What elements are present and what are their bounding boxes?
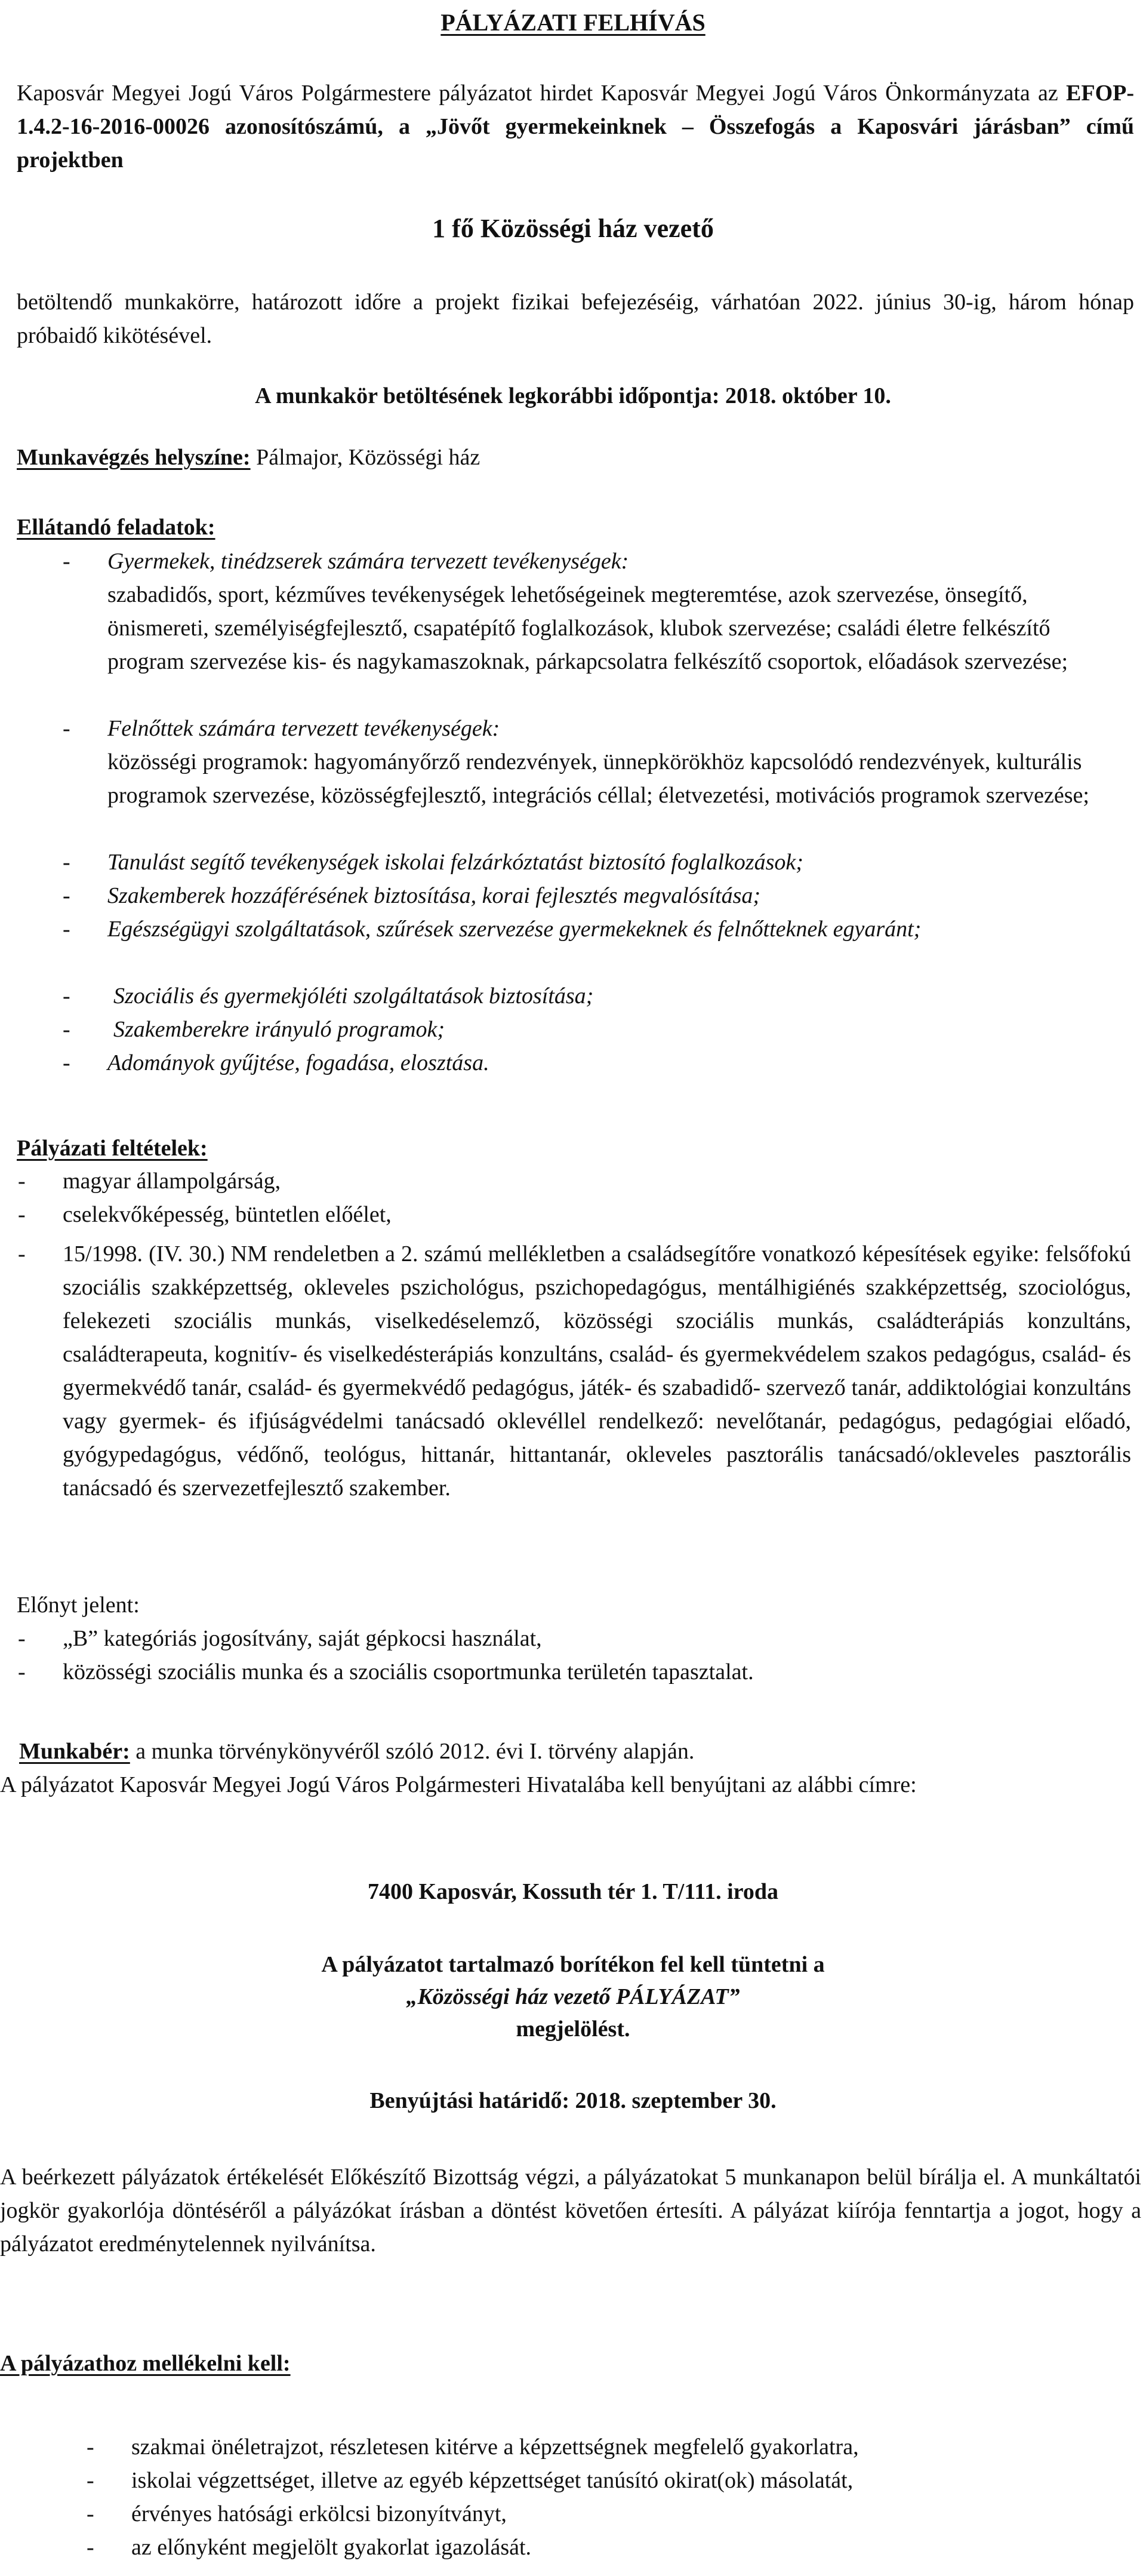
evaluation-paragraph: A beérkezett pályázatok értékelését Előkészítő Bizottság végzi, a pályázatokat 5 munkanapon belül bírálja el. A munkáltatói jogkör gyakorlója döntéséről a pályázókat írásban a döntést követően értesíti. A pályázat kiírója fenntartja a jogot, hogy a pályázatot eredménytelennek nyilvánítsa.: [0, 2165, 1141, 2257]
bullet-icon: -: [63, 917, 70, 942]
attachment-text: szakmai önéletrajzot, részletesen kitérve a képzettségnek megfelelő gyakorlatra,: [131, 2434, 859, 2460]
bullet-icon: -: [63, 716, 70, 741]
bullet-icon: -: [18, 1202, 26, 1227]
position-description: betöltendő munkakörre, határozott időre a projekt fizikai befejezéséig, várhatóan 2022. június 30-ig, három hónap próbaidő kikötésével.: [17, 290, 1134, 348]
deadline: Benyújtási határidő: 2018. szeptember 30.: [369, 2088, 777, 2113]
bullet-icon: -: [18, 1169, 26, 1194]
workplace-line: [17, 441, 480, 474]
task-body: szabadidős, sport, kézműves tevékenységek lehetőségeinek megteremtése, azok szervezése, önsegítő, önismereti, személyiségfejlesztő, csapatépítő foglalkozások, klubok szervezése; családi életre felkészítő program szervezése kis- és nagykamaszoknak, párkapcsolatra felkészítő csoportok, előadások szervezése;: [107, 582, 1068, 674]
submission-address: 7400 Kaposvár, Kossuth tér 1. T/111. iroda: [367, 1879, 778, 1904]
envelope-line-3: megjelölést.: [516, 2016, 630, 2042]
attachments-heading: A pályázathoz mellékelni kell:: [0, 2351, 291, 2376]
task-title: Tanulást segítő tevékenységek iskolai felzárkóztatást biztosító foglalkozások;: [107, 850, 803, 875]
conditions-heading: Pályázati feltételek:: [17, 1136, 208, 1161]
condition-text: magyar állampolgárság,: [63, 1169, 281, 1194]
task-title: Gyermekek, tinédzserek számára tervezett tevékenységek: [107, 549, 621, 574]
task-item-content: [107, 712, 1122, 812]
attachment-text: érvényes hatósági erkölcsi bizonyítványt,: [131, 2501, 507, 2526]
envelope-line-1: A pályázatot tartalmazó borítékon fel kell tüntetni a: [321, 1952, 825, 1977]
intro-text: Kaposvár Megyei Jogú Város Polgármestere pályázatot hirdet Kaposvár Megyei Jogú Város Önkormányzata az: [17, 81, 1067, 106]
bullet-icon: -: [63, 1050, 70, 1075]
bullet-icon: -: [18, 1659, 26, 1684]
condition-text: cselekvőképesség, büntetlen előélet,: [63, 1202, 392, 1227]
task-title: Adományok gyűjtése, fogadása, elosztása.: [107, 1050, 489, 1075]
bullet-icon: -: [87, 2434, 94, 2460]
intro-paragraph: [17, 76, 1134, 177]
task-title: Felnőttek számára tervezett tevékenységek: [107, 716, 492, 741]
bullet-icon: -: [18, 1241, 26, 1267]
task-title-suffix: :: [621, 549, 629, 574]
salary-line: [19, 1735, 694, 1768]
task-title: Egészségügyi szolgáltatások, szűrések szervezése gyermekeknek és felnőtteknek egyaránt;: [107, 917, 922, 942]
condition-text: 15/1998. (IV. 30.) NM rendeletben a 2. számú mellékletben a családsegítőre vonatkozó képesítések egyike: felsőfokú szociális szakképzettség, okleveles pszichológus, pszichopedagógus, mentálhigiénés szakképzettség, szociológus, felekezeti szociális munkás, viselkedéselemző, közösségi szociális munkás, családterápiás konzultáns, családterapeuta, kognitív- és viselkedésterápiás konzultáns, család- és gyermekvédelem szakos pedagógus, család- és gyermekvédő tanár, család- és gyermekvédő pedagógus, játék- és szabadidő- szervező tanár, addiktológiai konzultáns vagy gyermek- és ifjúságvédelmi tanácsadó oklevéllel rendelkező: nevelőtanár, pedagógus, pedagógiai előadó, gyógypedagógus, védőnő, teológus, hittanár, hittantanár, okleveles pasztorális tanácsadó/okleveles pasztorális tanácsadó és szervezetfejlesztő szakember.: [63, 1241, 1131, 1501]
attachment-text: iskolai végzettséget, illetve az egyéb képzettséget tanúsító okirat(ok) másolatát,: [131, 2468, 854, 2493]
bullet-icon: -: [63, 549, 70, 574]
task-item-content: [107, 545, 1122, 678]
salary-value: a munka törvénykönyvéről szóló 2012. évi I. törvény alapján.: [130, 1739, 695, 1764]
advantage-text: „B” kategóriás jogosítvány, saját gépkocsi használat,: [63, 1626, 542, 1651]
salary-label: Munkabér:: [19, 1739, 130, 1764]
task-title-suffix: :: [492, 716, 500, 741]
bullet-icon: -: [87, 2535, 94, 2560]
start-date: A munkakör betöltésének legkorábbi időpontja: 2018. október 10.: [255, 383, 891, 408]
bullet-icon: -: [63, 883, 70, 908]
bullet-icon: -: [63, 983, 70, 1009]
submission-text: A pályázatot Kaposvár Megyei Jogú Város Polgármesteri Hivatalába kell benyújtani az alábbi címre:: [0, 1772, 917, 1797]
attachment-text: az előnyként megjelölt gyakorlat igazolását.: [131, 2535, 532, 2560]
document-title: PÁLYÁZATI FELHÍVÁS: [440, 9, 706, 36]
bullet-icon: -: [63, 1017, 70, 1042]
workplace-label: Munkavégzés helyszíne:: [17, 445, 251, 470]
task-title: Szakemberekre irányuló programok;: [113, 1017, 445, 1042]
tasks-heading: Ellátandó feladatok:: [17, 515, 215, 540]
bullet-icon: -: [87, 2501, 94, 2526]
workplace-value: Pálmajor, Közösségi ház: [250, 445, 480, 470]
position-title: 1 fő Közösségi ház vezető: [432, 214, 714, 243]
task-body: közösségi programok: hagyományőrző rendezvények, ünnepkörökhöz kapcsolódó rendezvények, kulturális programok szervezése, közösségfejlesztő, integrációs céllal; életvezetési, motivációs programok szervezése;: [107, 749, 1089, 808]
envelope-line-2: „Közösségi ház vezető PÁLYÁZAT”: [406, 1984, 740, 2009]
advantages-heading: Előnyt jelent:: [17, 1593, 140, 1618]
bullet-icon: -: [63, 850, 70, 875]
task-title: Szakemberek hozzáférésének biztosítása, korai fejlesztés megvalósítása;: [107, 883, 761, 908]
bullet-icon: -: [18, 1626, 26, 1651]
advantage-text: közösségi szociális munka és a szociális csoportmunka területén tapasztalat.: [63, 1659, 754, 1684]
task-title: Szociális és gyermekjóléti szolgáltatások biztosítása;: [113, 983, 594, 1009]
bullet-icon: -: [87, 2468, 94, 2493]
project-id: EFOP-1.4.2-16-2016-00026 azonosítószámú, a „Jövőt gyermekeinknek – Összefogás a Kaposvári járásban” című projektben: [17, 81, 1134, 173]
